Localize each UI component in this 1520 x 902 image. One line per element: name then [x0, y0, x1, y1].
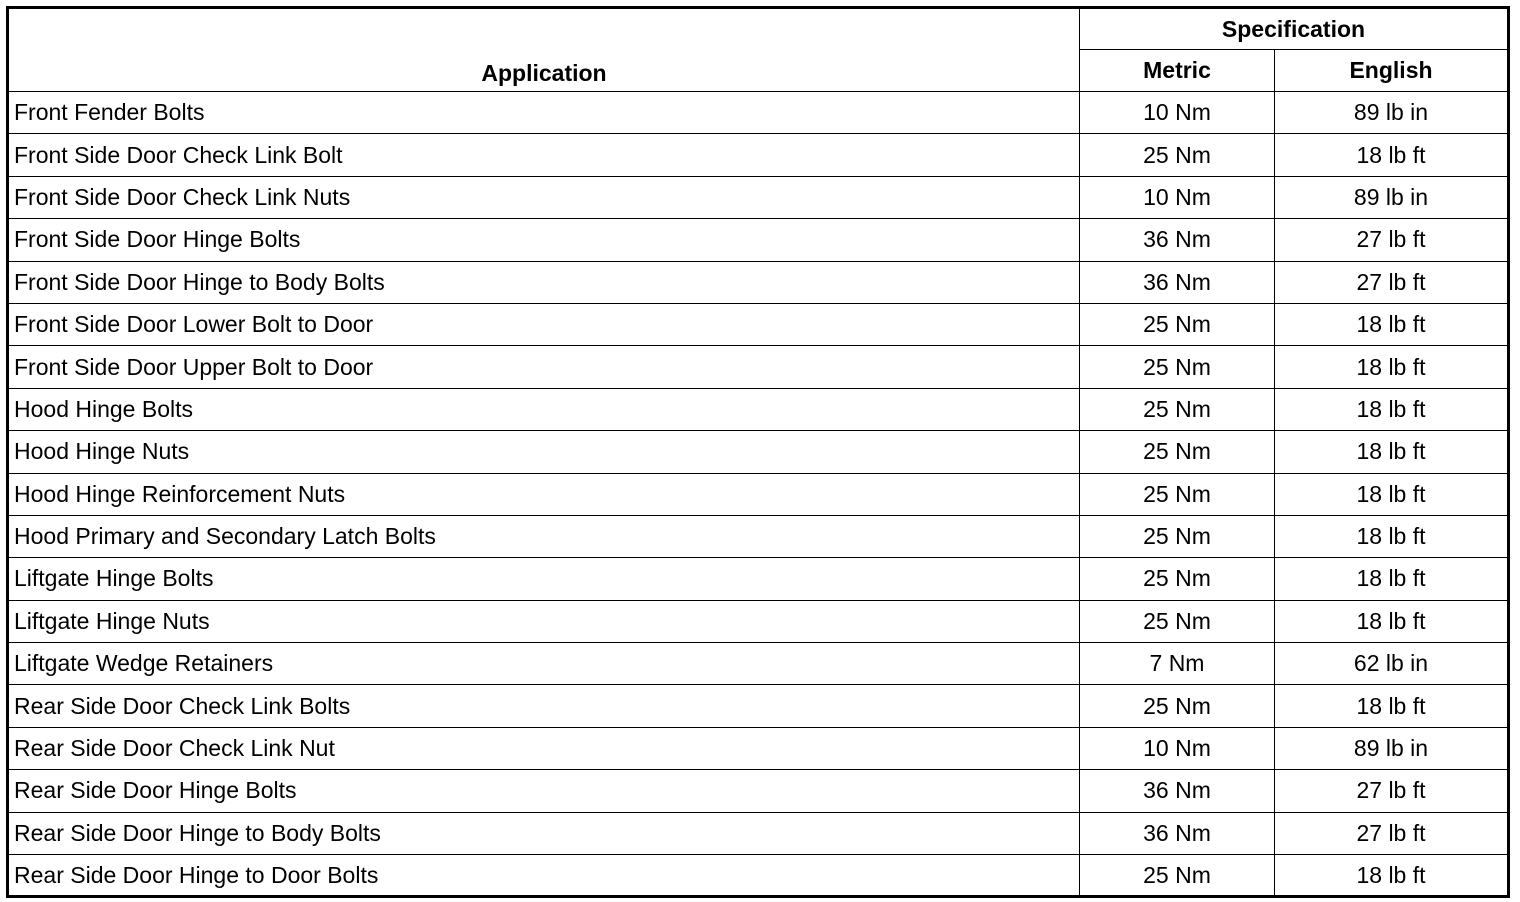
application-cell: Hood Hinge Bolts	[8, 388, 1080, 430]
english-cell: 18 lb ft	[1275, 855, 1509, 897]
metric-cell: 25 Nm	[1080, 431, 1275, 473]
application-cell: Front Side Door Check Link Nuts	[8, 176, 1080, 218]
metric-cell: 25 Nm	[1080, 346, 1275, 388]
english-cell: 18 lb ft	[1275, 303, 1509, 345]
english-cell: 18 lb ft	[1275, 558, 1509, 600]
metric-cell: 25 Nm	[1080, 855, 1275, 897]
table-header	[8, 8, 1509, 92]
application-cell: Front Side Door Hinge Bolts	[8, 219, 1080, 261]
metric-cell: 25 Nm	[1080, 515, 1275, 557]
metric-cell: 10 Nm	[1080, 92, 1275, 134]
table-row	[8, 219, 1509, 261]
table-row	[8, 431, 1509, 473]
table-row	[8, 515, 1509, 557]
english-cell: 18 lb ft	[1275, 473, 1509, 515]
table-row	[8, 855, 1509, 897]
english-cell: 27 lb ft	[1275, 770, 1509, 812]
table-row	[8, 92, 1509, 134]
english-cell: 18 lb ft	[1275, 685, 1509, 727]
english-cell: 89 lb in	[1275, 176, 1509, 218]
table-row	[8, 388, 1509, 430]
metric-cell: 25 Nm	[1080, 303, 1275, 345]
metric-cell: 25 Nm	[1080, 558, 1275, 600]
table-row	[8, 261, 1509, 303]
table-row	[8, 303, 1509, 345]
table-row	[8, 558, 1509, 600]
application-cell: Hood Hinge Nuts	[8, 431, 1080, 473]
metric-cell: 36 Nm	[1080, 812, 1275, 854]
english-cell: 18 lb ft	[1275, 431, 1509, 473]
english-cell: 18 lb ft	[1275, 515, 1509, 557]
english-cell: 62 lb in	[1275, 643, 1509, 685]
metric-cell: 25 Nm	[1080, 134, 1275, 176]
english-cell: 89 lb in	[1275, 727, 1509, 769]
english-cell: 27 lb ft	[1275, 219, 1509, 261]
metric-cell: 25 Nm	[1080, 473, 1275, 515]
application-cell: Hood Primary and Secondary Latch Bolts	[8, 515, 1080, 557]
metric-cell: 36 Nm	[1080, 770, 1275, 812]
application-cell: Liftgate Hinge Bolts	[8, 558, 1080, 600]
application-cell: Hood Hinge Reinforcement Nuts	[8, 473, 1080, 515]
specification-group-header: Specification	[1080, 8, 1509, 50]
english-cell: 18 lb ft	[1275, 134, 1509, 176]
table-row	[8, 770, 1509, 812]
application-cell: Rear Side Door Check Link Bolts	[8, 685, 1080, 727]
metric-cell: 25 Nm	[1080, 685, 1275, 727]
table-row	[8, 346, 1509, 388]
application-cell: Liftgate Hinge Nuts	[8, 600, 1080, 642]
metric-column-header: Metric	[1080, 50, 1275, 92]
application-cell: Front Side Door Upper Bolt to Door	[8, 346, 1080, 388]
application-cell: Rear Side Door Hinge Bolts	[8, 770, 1080, 812]
fastener-specification-table	[6, 6, 1510, 898]
table-row	[8, 176, 1509, 218]
application-cell: Front Fender Bolts	[8, 92, 1080, 134]
table-body	[8, 92, 1509, 897]
english-column-header: English	[1275, 50, 1509, 92]
table-row	[8, 600, 1509, 642]
english-cell: 89 lb in	[1275, 92, 1509, 134]
application-cell: Liftgate Wedge Retainers	[8, 643, 1080, 685]
header-row-top	[8, 8, 1509, 50]
table-row	[8, 727, 1509, 769]
table-row	[8, 812, 1509, 854]
application-cell: Rear Side Door Hinge to Door Bolts	[8, 855, 1080, 897]
application-column-header: Application	[8, 8, 1080, 92]
application-cell: Rear Side Door Check Link Nut	[8, 727, 1080, 769]
metric-cell: 25 Nm	[1080, 388, 1275, 430]
metric-cell: 10 Nm	[1080, 727, 1275, 769]
metric-cell: 36 Nm	[1080, 219, 1275, 261]
application-cell: Front Side Door Lower Bolt to Door	[8, 303, 1080, 345]
application-cell: Front Side Door Hinge to Body Bolts	[8, 261, 1080, 303]
english-cell: 18 lb ft	[1275, 346, 1509, 388]
english-cell: 18 lb ft	[1275, 388, 1509, 430]
english-cell: 27 lb ft	[1275, 261, 1509, 303]
metric-cell: 36 Nm	[1080, 261, 1275, 303]
metric-cell: 10 Nm	[1080, 176, 1275, 218]
application-cell: Rear Side Door Hinge to Body Bolts	[8, 812, 1080, 854]
english-cell: 18 lb ft	[1275, 600, 1509, 642]
metric-cell: 7 Nm	[1080, 643, 1275, 685]
metric-cell: 25 Nm	[1080, 600, 1275, 642]
table-row	[8, 643, 1509, 685]
table-row	[8, 134, 1509, 176]
table-row	[8, 685, 1509, 727]
english-cell: 27 lb ft	[1275, 812, 1509, 854]
application-cell: Front Side Door Check Link Bolt	[8, 134, 1080, 176]
table-row	[8, 473, 1509, 515]
